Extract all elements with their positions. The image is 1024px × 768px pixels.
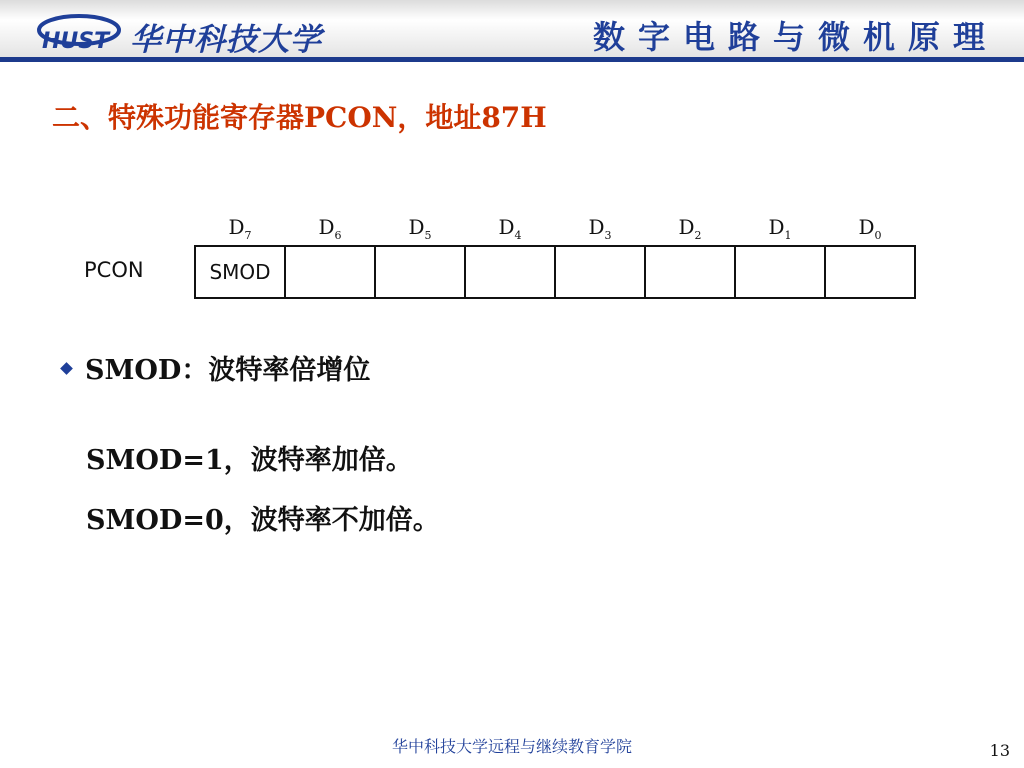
- bit-header-d7: $D_7$: [228, 215, 252, 242]
- bit-cell-d4: [466, 247, 556, 297]
- hust-logo-icon: [34, 12, 124, 54]
- bit-header-d2: $D_2$: [678, 215, 702, 242]
- course-title: 数字电路与微机原理: [592, 18, 998, 56]
- slide-title: 二、特殊功能寄存器PCON，地址87H: [52, 101, 547, 134]
- page-number: 13: [989, 741, 1010, 760]
- register-label: PCON: [84, 258, 144, 282]
- header-banner: [0, 0, 1024, 62]
- bit-header-d3: $D_3$: [588, 215, 612, 242]
- bit-cell-d0: [826, 247, 914, 297]
- bit-cell-d5: [376, 247, 466, 297]
- bit-header-d1: $D_1$: [768, 215, 792, 242]
- bullet-text: SMOD：波特率倍增位: [85, 355, 371, 386]
- bit-cell-d7: SMOD: [196, 247, 286, 297]
- bit-header-d0: $D_0$: [858, 215, 882, 242]
- smod-1-line: SMOD=1，波特率加倍。: [86, 445, 413, 476]
- register-bit-row: [194, 245, 916, 299]
- bit-header-d5: $D_5$: [408, 215, 432, 242]
- school-name: 华中科技大学: [130, 22, 322, 58]
- bit-header-d4: $D_4$: [498, 215, 522, 242]
- svg-text:HUST: HUST: [42, 29, 110, 54]
- bullet-item: [62, 348, 370, 387]
- diamond-bullet-icon: [60, 362, 73, 375]
- bit-cell-d3: [556, 247, 646, 297]
- bit-cell-d2: [646, 247, 736, 297]
- bit-header-d6: $D_6$: [318, 215, 342, 242]
- bit-cell-d1: [736, 247, 826, 297]
- smod-0-line: SMOD=0，波特率不加倍。: [86, 505, 440, 536]
- bit-cell-d6: [286, 247, 376, 297]
- footer-institution: 华中科技大学远程与继续教育学院: [391, 737, 632, 756]
